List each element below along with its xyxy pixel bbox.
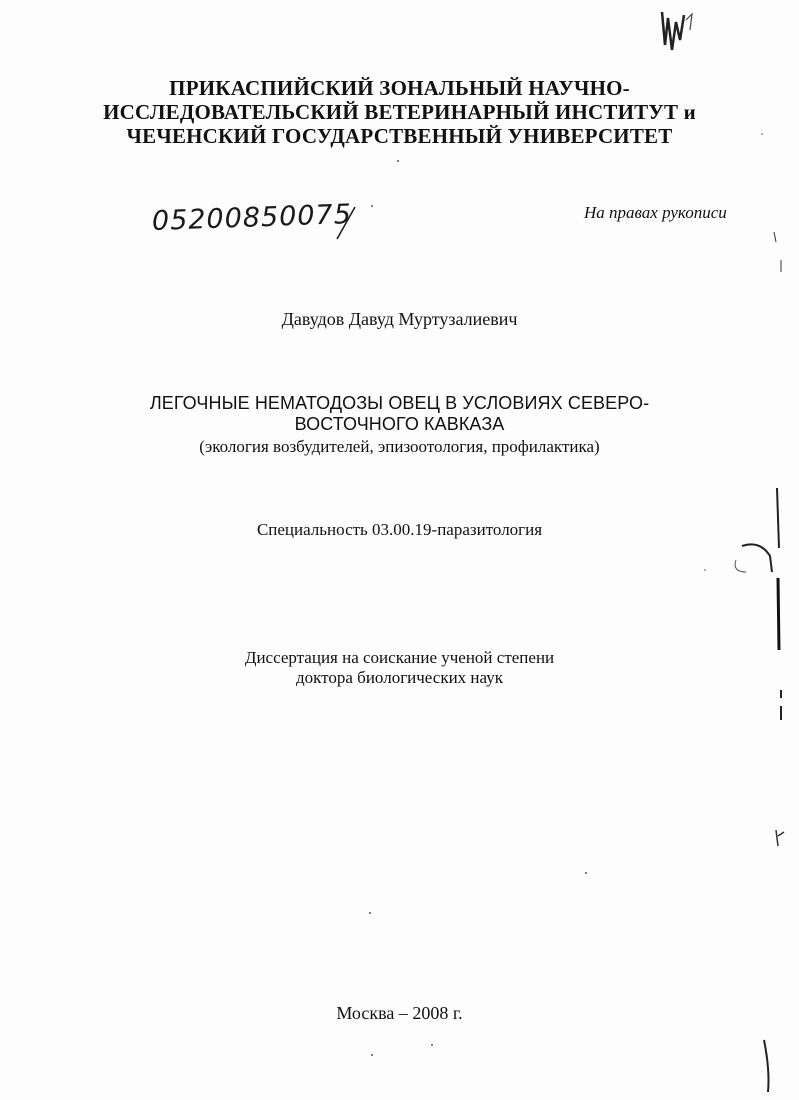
degree-line-2: доктора биологических наук: [296, 668, 503, 687]
title-line-2: ВОСТОЧНОГО КАВКАЗА: [294, 414, 505, 434]
institution-line-1: ПРИКАСПИЙСКИЙ ЗОНАЛЬНЫЙ НАУЧНО-: [169, 76, 630, 100]
institution-header: [0, 76, 799, 148]
dissertation-title: [0, 393, 799, 435]
title-subtitle: (экология возбудителей, эпизоотология, профилактика): [199, 437, 600, 456]
author-name: Давудов Давуд Муртузалиевич: [281, 309, 518, 329]
handwritten-archive-number: 05200850075: [151, 199, 353, 237]
degree-line-1: Диссертация на соискание ученой степени: [244, 648, 555, 667]
city-year: Москва – 2008 г.: [336, 1003, 463, 1023]
rights-note: На правах рукописи: [584, 203, 727, 222]
institution-line-3: ЧЕЧЕНСКИЙ ГОСУДАРСТВЕННЫЙ УНИВЕРСИТЕТ: [126, 124, 673, 148]
title-line-1: ЛЕГОЧНЫЕ НЕМАТОДОЗЫ ОВЕЦ В УСЛОВИЯХ СЕВЕРО-: [149, 393, 650, 413]
institution-line-2: ИССЛЕДОВАТЕЛЬСКИЙ ВЕТЕРИНАРНЫЙ ИНСТИТУТ и: [103, 100, 696, 124]
dissertation-degree: [0, 648, 799, 688]
specialty: Специальность 03.00.19-паразитология: [256, 520, 543, 539]
handwritten-stroke-icon: [335, 203, 357, 243]
